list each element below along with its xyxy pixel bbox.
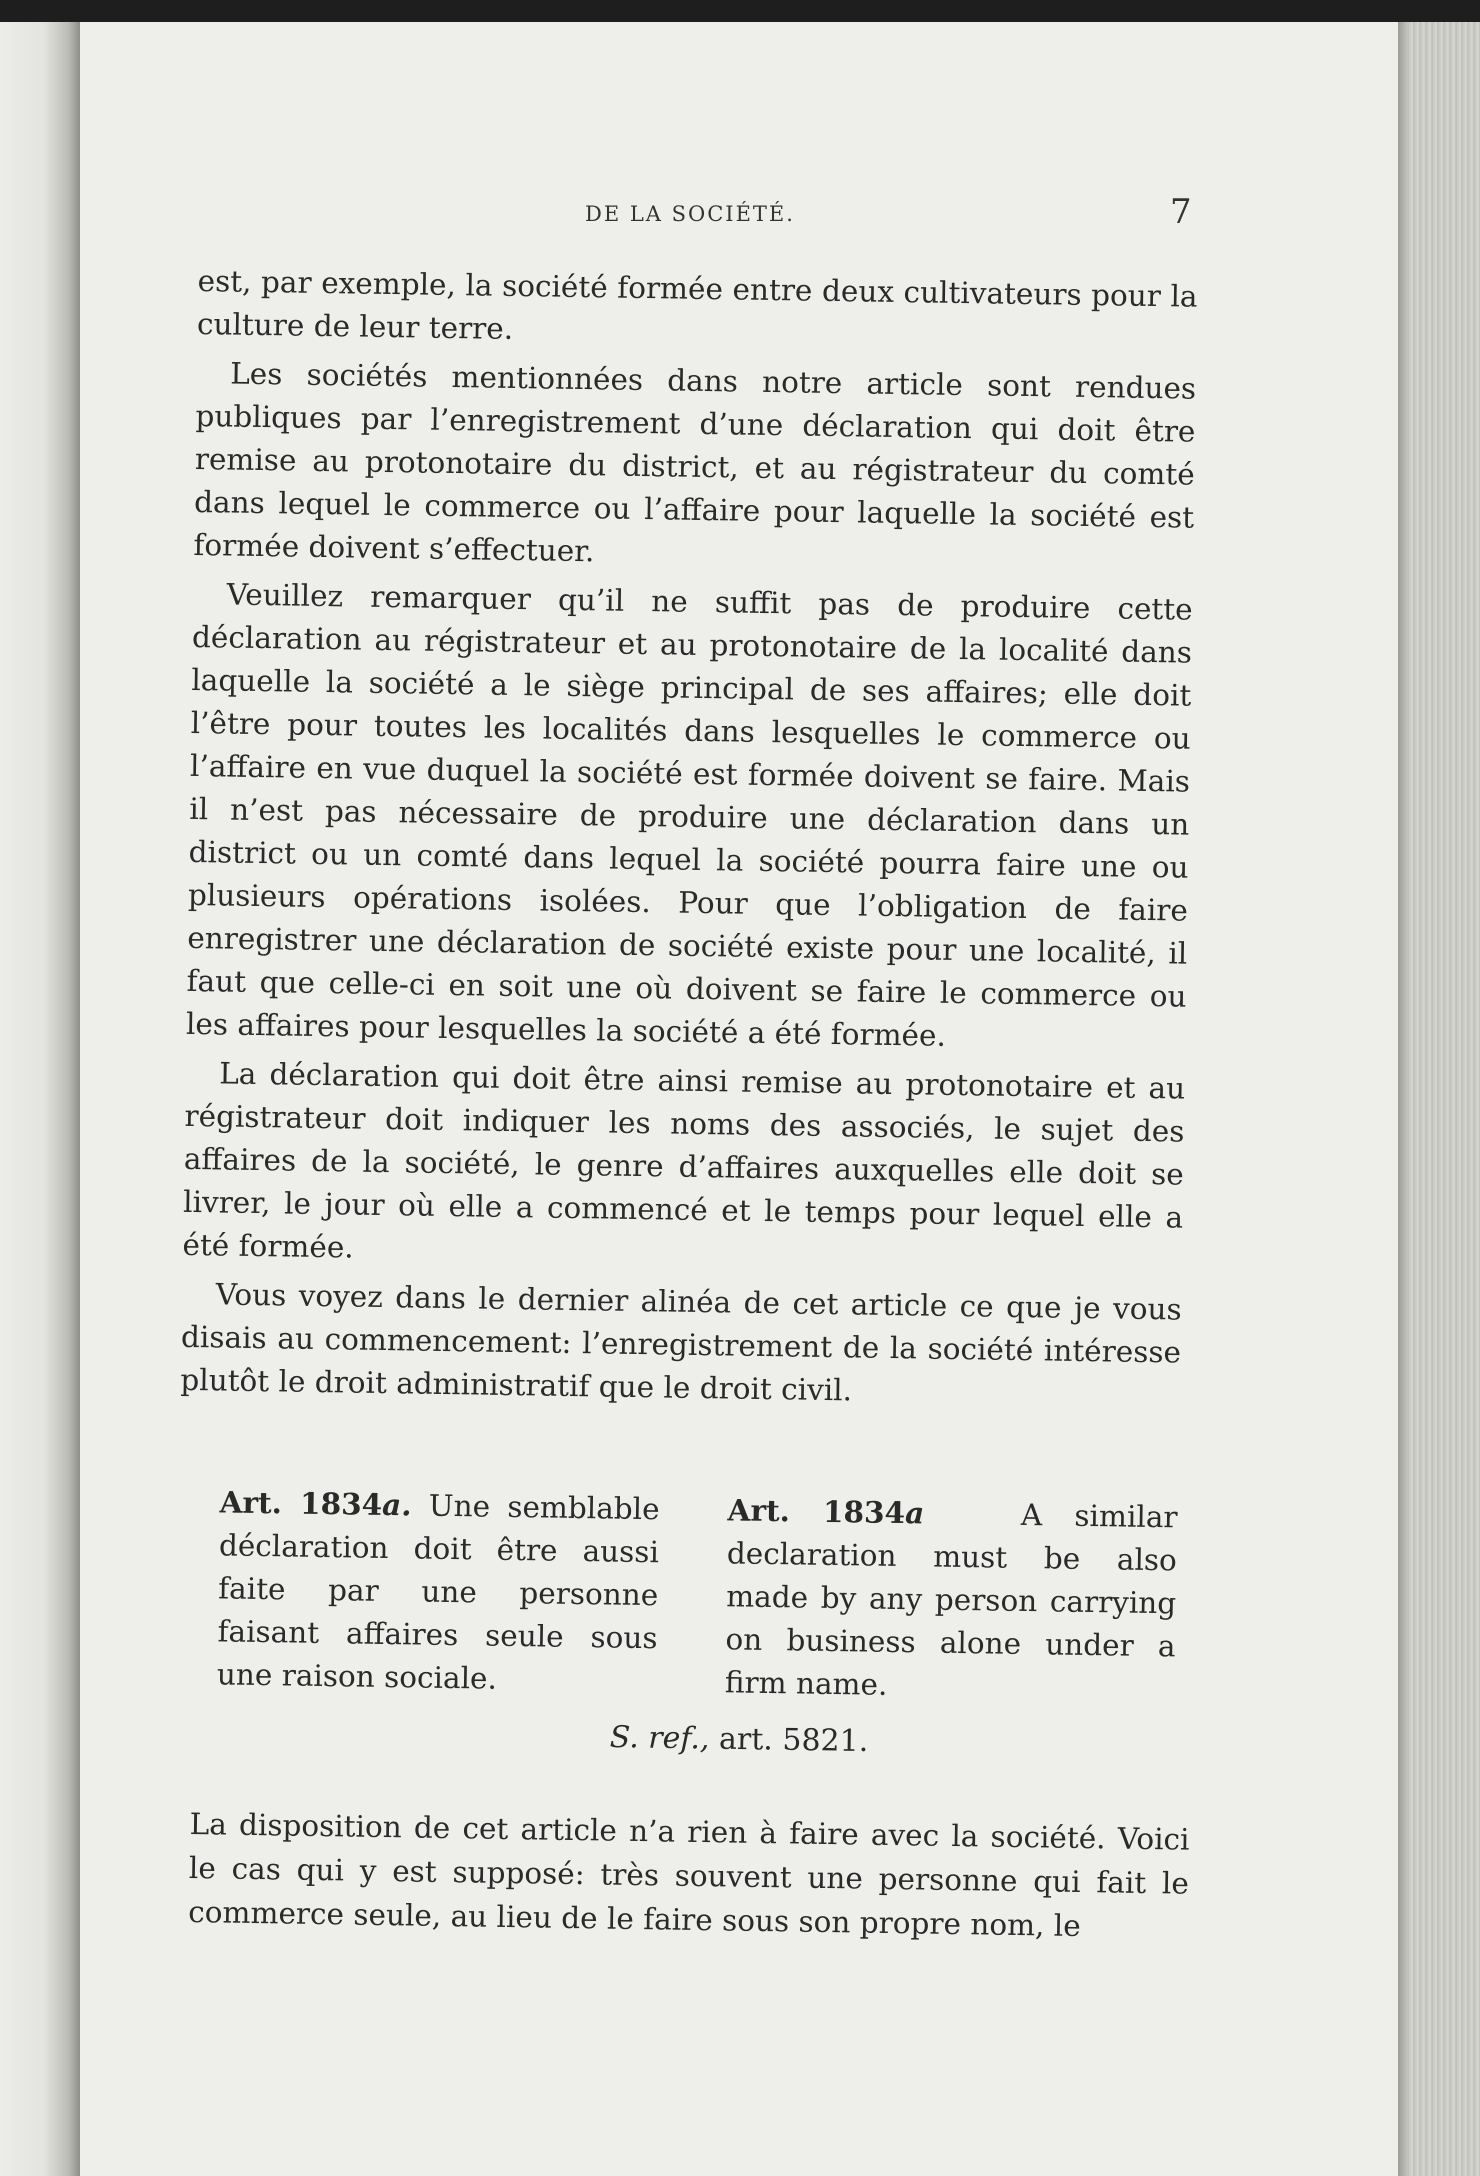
statute-reference [80,1712,1398,1768]
paragraph-1: est, par exemple, la société formée entre deux cultivateurs pour la culture de leur terre. [196,263,1198,346]
paragraph-5: Vous voyez dans le dernier alinéa de cet article ce que je vous disais au commencement: l’enregistrement de la société intéresse plutôt le droit administratif que le droit civil. [180,1277,1182,1408]
article-fr-label [219,1484,411,1522]
paragraph-2: Les sociétés mentionnées dans notre article sont rendues publiques par l’enregistrement d’une déclaration qui doit être remise au protonotaire du district, et au régistrateur du comté dans lequel le commerce ou l’affaire pour laquelle la société est formée doivent s’effectuer. [193,356,1197,569]
reference-abbrev: S. ref., [609,1719,710,1757]
paragraph-3: Veuillez remarquer qu’il ne suffit pas de produire cette déclaration au régistrateur et au protonotaire de la localité dans laquelle la société a le siège principal de ses affaires; elle doit l’être pour toutes les localités dans lesquelles le commerce ou l’affaire en vue duquel la société est formée doivent se faire. Mais il n’est pas nécessaire de produire une déclaration dans un district ou un comté dans lequel la société pourra faire une ou plusieurs opérations isolées. Pour que l’obligation de faire enregistrer une déclaration de société existe pour une localité, il faut que celle-ci en soit une où doivent se faire le commerce ou les affaires pour lesquelles la société a été formée. [185,577,1193,1053]
article-en-number: Art. 1834 [727,1492,906,1531]
article-en-text: A similar declaration must be also made by any person carrying on business alone under a firm name. [724,1497,1178,1702]
book-page [80,22,1398,2176]
article-fr-text: Une semblable déclaration doit être aussi faite par une personne faisant affaires seule sous une raison sociale. [216,1488,660,1696]
page-header [80,190,1398,250]
closing-commentary [188,1802,1190,1950]
article-fr-letter: a. [381,1486,412,1523]
article-fr-number: Art. 1834 [219,1484,383,1522]
article-en-letter: a [904,1495,925,1531]
running-head: DE LA SOCIÉTÉ. [585,202,795,226]
book-gutter-shadow [0,22,80,2176]
paragraph-4: La déclaration qui doit être ainsi remise au protonotaire et au régistrateur doit indiquer les noms des associés, le sujet des affaires de la société, le genre d’affaires auxquelles elle doit se livrer, le jour où elle a commencé et le temps pour lequel elle a été formée. [182,1056,1186,1265]
page-stack-edges [1398,22,1480,2176]
article-en-label [727,1492,924,1530]
article-french-column [217,1480,660,1703]
scan-top-border [0,0,1480,22]
commentary-text [180,260,1198,1424]
page-number: 7 [1170,192,1192,232]
reference-article: art. 5821. [718,1721,869,1760]
article-columns [195,1480,1198,1716]
article-english-column [725,1488,1178,1711]
closing-paragraph: La disposition de cet article n’a rien à faire avec la société. Voici le cas qui y est supposé: très souvent une personne qui fait le commerce seule, au lieu de le faire sous son propre nom, le [188,1806,1190,1944]
